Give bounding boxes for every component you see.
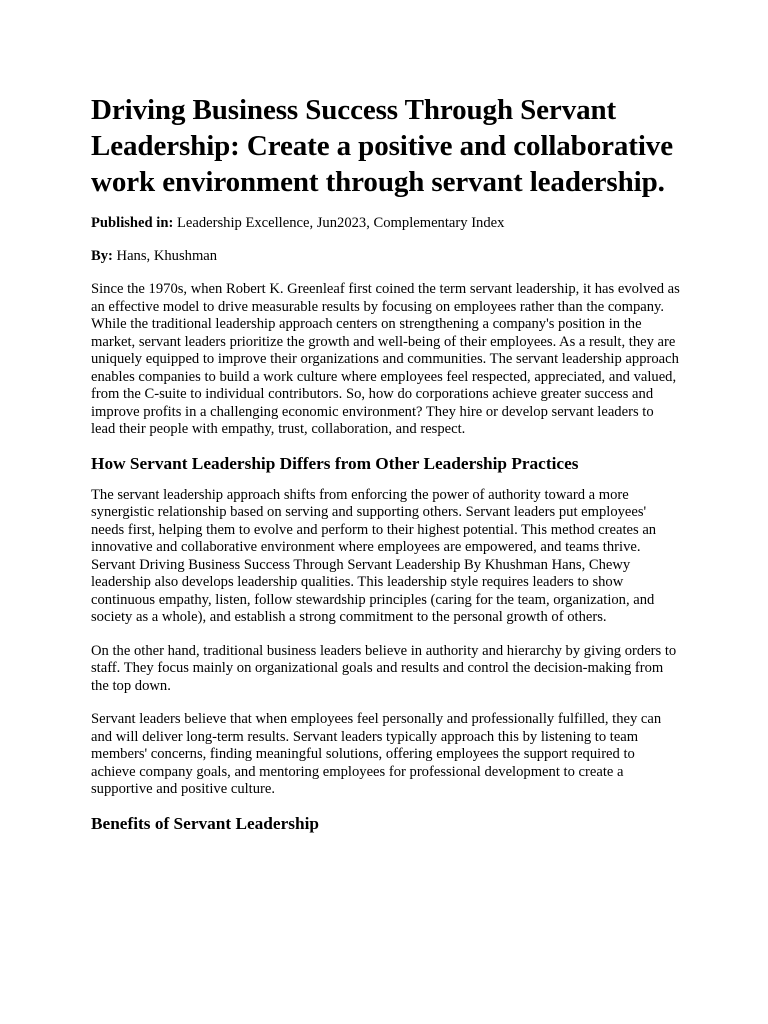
section-heading-benefits: Benefits of Servant Leadership — [91, 813, 320, 833]
published-in-line — [91, 215, 681, 232]
published-in-label: Published in: — [91, 215, 174, 231]
author-value: Hans, Khushman — [112, 248, 218, 264]
intro-paragraph: Since the 1970s, when Robert K. Greenleaf first coined the term servant leadership, it has evolved as an effective model to drive measurable results by focusing on employees rather than the company. While the traditional leadership approach centers on strengthening a company's position in the market, servant leaders prioritize the growth and well-being of their employees. As a result, they are uniquely equipped to improve their organizations and communities. The servant leadership approach enables companies to build a work culture where employees feel respected, appreciated, and valued, from the C-suite to individual contributors. So, how do corporations achieve greater success and improve profits in a challenging economic environment? They hire or develop servant leaders to lead their people with empathy, trust, collaboration, and respect. — [91, 281, 680, 437]
published-in-value: Leadership Excellence, Jun2023, Complementary Index — [173, 215, 505, 231]
body-paragraph: Servant leaders believe that when employees feel personally and professionally fulfilled, they can and will deliver long-term results. Servant leaders typically approach this by listening to team members' concerns, finding meaningful solutions, offering employees the support required to achieve company goals, and mentoring employees for professional development to create a supportive and positive culture. — [91, 711, 662, 797]
body-paragraph: On the other hand, traditional business leaders believe in authority and hierarchy by giving orders to staff. They focus mainly on organizational goals and results and control the decision-making from the top down. — [91, 642, 677, 694]
body-paragraph: The servant leadership approach shifts from enforcing the power of authority toward a more synergistic relationship based on serving and supporting others. Servant leaders put employees' needs first, helping them to evolve and perform to their highest potential. This method creates an innovative and collaborative environment where employees are empowered, and teams thrive. Servant Driving Business Success Through Servant Leadership By Khushman Hans, Chewy leadership also develops leadership qualities. This leadership style requires leaders to show continuous empathy, listen, follow stewardship principles (caring for the team, organization, and society as a whole), and establish a strong commitment to the personal growth of others. — [91, 486, 657, 625]
author-line — [91, 248, 681, 265]
document-page — [91, 92, 681, 834]
section-heading-differences: How Servant Leadership Differs from Other Leadership Practices — [91, 453, 579, 473]
author-label: By: — [91, 248, 113, 264]
article-title: Driving Business Success Through Servant Leadership: Create a positive and collaborative work environment through servant leadership. — [91, 94, 673, 198]
